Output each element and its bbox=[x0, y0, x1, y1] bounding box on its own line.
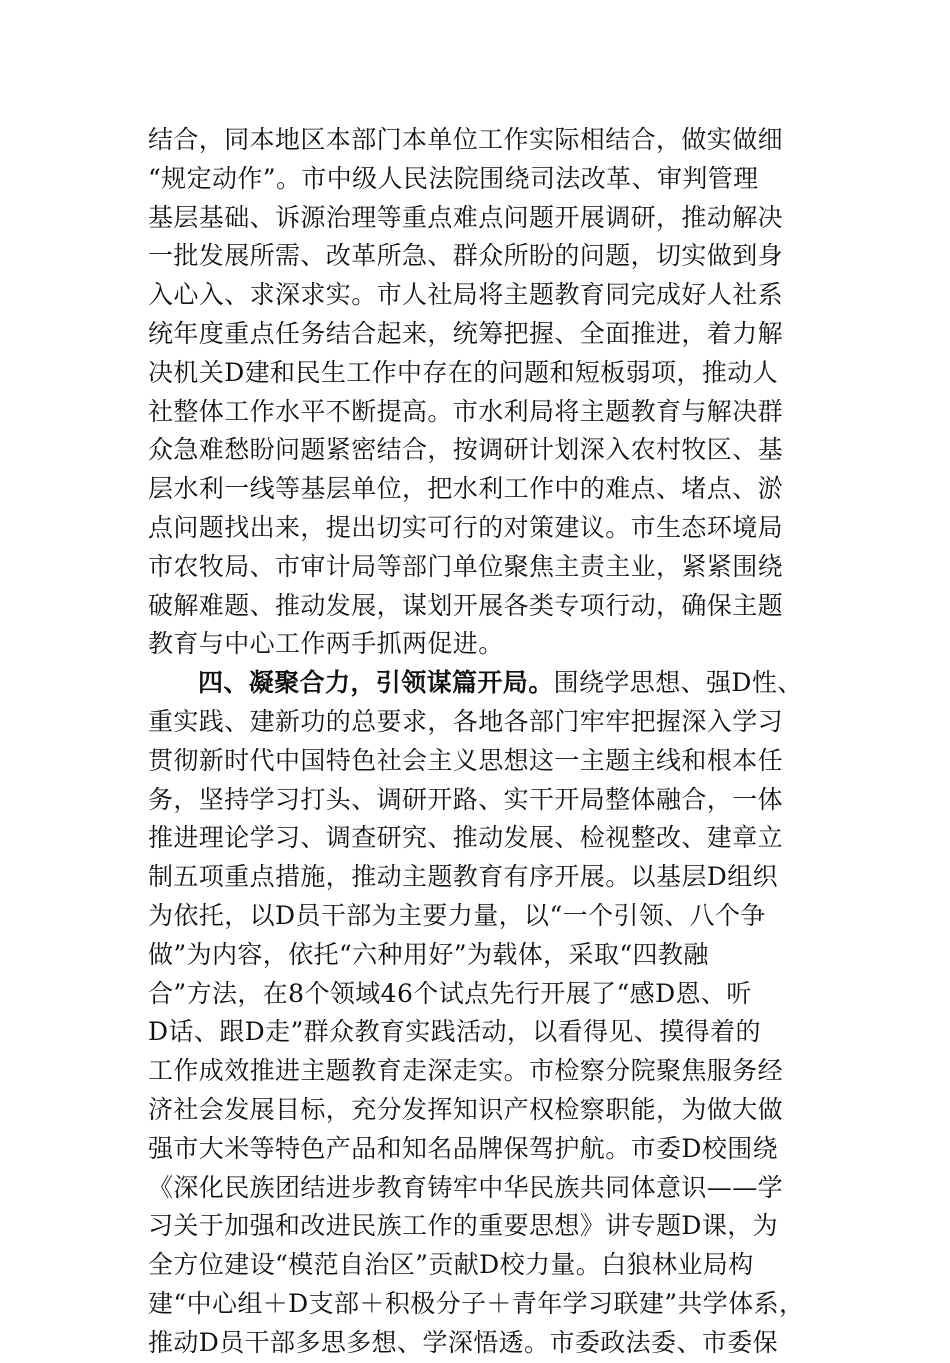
text-line: 一批发展所需、改革所急、群众所盼的问题，切实做到身 bbox=[148, 241, 784, 271]
section-first-line-text: 围绕学思想、强D性、 bbox=[553, 668, 803, 698]
text-line: 合”方法，在8个领域46个试点先行开展了“感D恩、听 bbox=[148, 978, 752, 1008]
text-line: 制五项重点措施，推动主题教育有序开展。以基层D组织 bbox=[148, 862, 779, 892]
text-line: 务，坚持学习打头、调研开路、实干开局整体融合，一体 bbox=[148, 784, 784, 814]
text-line: 为依托，以D员干部为主要力量，以“一个引领、八个争 bbox=[148, 900, 766, 930]
text-line: 众急难愁盼问题紧密结合，按调研计划深入农村牧区、基 bbox=[148, 435, 784, 465]
text-line: 做”为内容，依托“六种用好”为载体，采取“四教融 bbox=[148, 939, 709, 969]
text-line: 入心入、求深求实。市人社局将主题教育同完成好人社系 bbox=[148, 280, 784, 310]
text-line: 市农牧局、市审计局等部门单位聚焦主责主业，紧紧围绕 bbox=[148, 551, 784, 581]
text-line: 结合，同本地区本部门本单位工作实际相结合，做实做细 bbox=[148, 125, 784, 154]
section-heading: 四、凝聚合力，引领谋篇开局。 bbox=[198, 668, 554, 698]
text-line: 点问题找出来，提出切实可行的对策建议。市生态环境局 bbox=[148, 512, 784, 542]
text-line: 习关于加强和改进民族工作的重要思想》讲专题D课，为 bbox=[148, 1211, 779, 1241]
section-four-first-line bbox=[148, 664, 838, 703]
text-line: 层水利一线等基层单位，把水利工作中的难点、堵点、淤 bbox=[148, 474, 784, 504]
text-line: 统年度重点任务结合起来，统筹把握、全面推进，着力解 bbox=[148, 318, 784, 348]
text-line: 强市大米等特色产品和知名品牌保驾护航。市委D校围绕 bbox=[148, 1133, 779, 1163]
text-line: 贯彻新时代中国特色社会主义思想这一主题主线和根本任 bbox=[148, 745, 784, 775]
text-line: 推动D员干部多思多想、学深悟透。市委政法委、市委保 bbox=[148, 1327, 779, 1357]
text-line: 社整体工作水平不断提高。市水利局将主题教育与解决群 bbox=[148, 396, 784, 426]
text-line: 建“中心组＋D支部＋积极分子＋青年学习联建”共学体系， bbox=[148, 1288, 805, 1318]
text-line: 基层基础、诉源治理等重点难点问题开展调研，推动解决 bbox=[148, 202, 784, 232]
text-line: 教育与中心工作两手抓两促进。 bbox=[148, 629, 504, 659]
text-line: 济社会发展目标，充分发挥知识产权检察职能，为做大做 bbox=[148, 1094, 784, 1124]
text-line: 重实践、建新功的总要求，各地各部门牢牢把握深入学习 bbox=[148, 706, 784, 736]
text-line: 破解难题、推动发展，谋划开展各类专项行动，确保主题 bbox=[148, 590, 784, 620]
document-body bbox=[148, 121, 838, 1363]
text-line: 《深化民族团结进步教育铸牢中华民族共同体意识——学 bbox=[148, 1172, 784, 1202]
text-line: 推进理论学习、调查研究、推动发展、检视整改、建章立 bbox=[148, 823, 784, 853]
text-line: 工作成效推进主题教育走深走实。市检察分院聚焦服务经 bbox=[148, 1056, 784, 1086]
text-line: D话、跟D走”群众教育实践活动，以看得见、摸得着的 bbox=[148, 1017, 761, 1047]
text-line: 全方位建设“模范自治区”贡献D校力量。白狼林业局构 bbox=[148, 1250, 754, 1280]
text-line: “规定动作”。市中级人民法院围绕司法改革、审判管理 bbox=[148, 163, 759, 193]
text-line: 决机关D建和民生工作中存在的问题和短板弱项，推动人 bbox=[148, 357, 779, 387]
